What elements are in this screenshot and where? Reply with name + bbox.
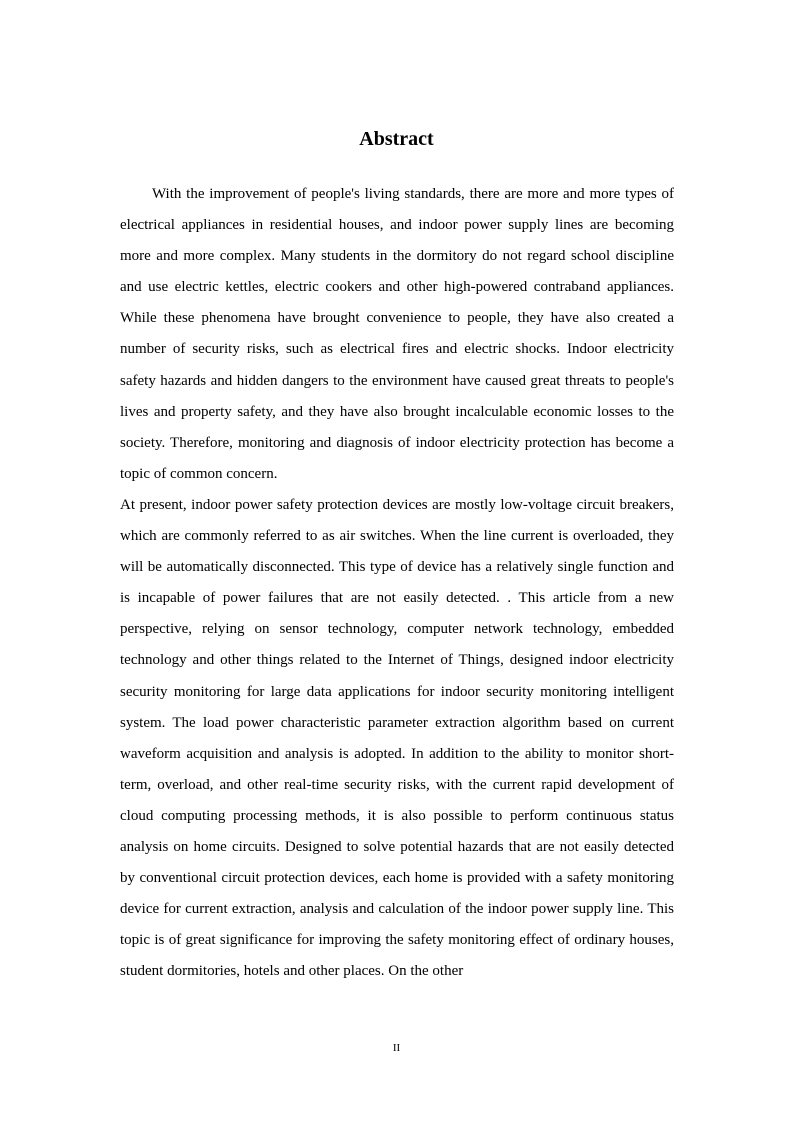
abstract-body xyxy=(120,179,674,987)
page-number: II xyxy=(392,1042,401,1054)
abstract-paragraph-1: With the improvement of people's living standards, there are more and more types of electrical appliances in residential houses, and indoor power supply lines are becoming more and more complex. Many students in the dormitory do not regard school discipline and use electric kettles, electric cookers and other high-powered contraband appliances. While these phenomena have brought convenience to people, they have also created a number of security risks, such as electrical fires and electric shocks. Indoor electricity safety hazards and hidden dangers to the environment have caused great threats to people's lives and property safety, and they have also brought incalculable economic losses to the society. Therefore, monitoring and diagnosis of indoor electricity protection has become a topic of common concern. xyxy=(120,186,674,482)
abstract-paragraph-2: At present, indoor power safety protection devices are mostly low-voltage circuit breakers, which are commonly referred to as air switches. When the line current is overloaded, they will be automatically disconnected. This type of device has a relatively single function and is incapable of power failures that are not easily detected. . This article from a new perspective, relying on sensor technology, computer network technology, embedded technology and other things related to the Internet of Things, designed indoor electricity security monitoring for large data applications for indoor security monitoring intelligent system. The load power characteristic parameter extraction algorithm based on current waveform acquisition and analysis is adopted. In addition to the ability to monitor short-term, overload, and other real-time security risks, with the current rapid development of cloud computing processing methods, it is also possible to perform continuous status analysis on home circuits. Designed to solve potential hazards that are not easily detected by conventional circuit protection devices, each home is provided with a safety monitoring device for current extraction, analysis and calculation of the indoor power supply line. This topic is of great significance for improving the safety monitoring effect of ordinary houses, student dormitories, hotels and other places. On the other xyxy=(120,496,674,980)
abstract-title: Abstract xyxy=(359,128,434,150)
